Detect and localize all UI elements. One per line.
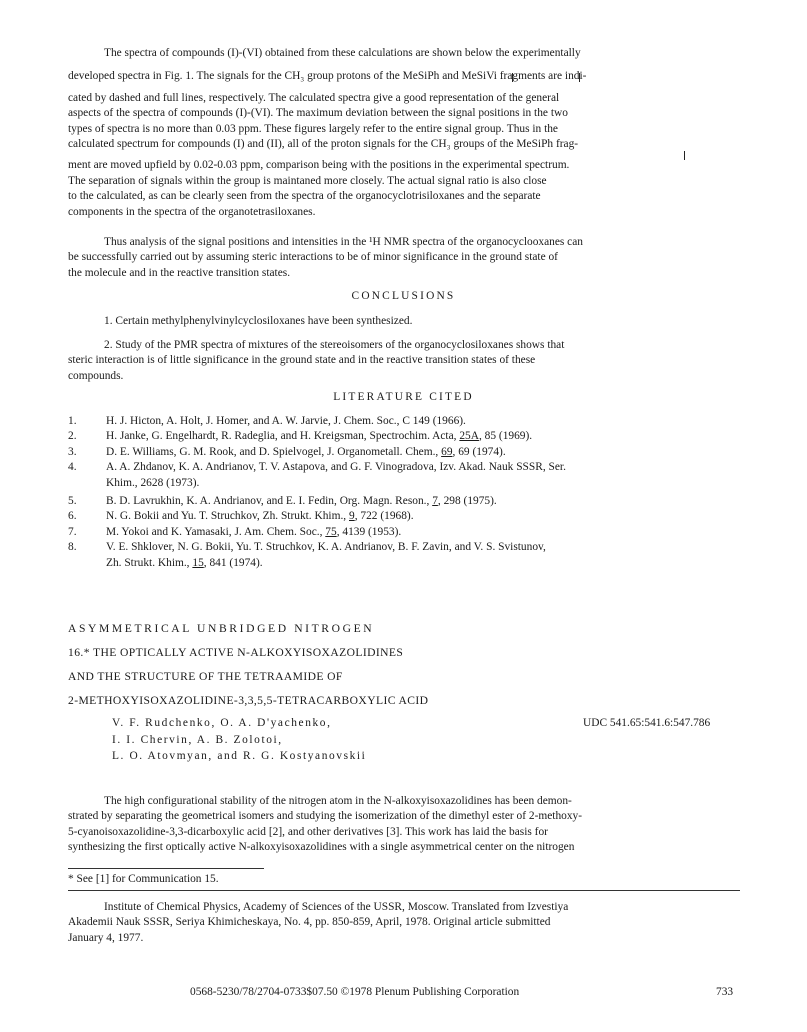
article-title-line: 2-METHOXYISOXAZOLIDINE-3,3,5,5-TETRACARBOXYLIC ACID	[68, 694, 429, 707]
conclusions-heading: CONCLUSIONS	[351, 290, 456, 302]
article-title-line: AND THE STRUCTURE OF THE TETRAAMIDE OF	[68, 670, 343, 683]
conclusion-1: 1. Certain methylphenylvinylcyclosiloxanes have been synthesized.	[104, 315, 413, 327]
reference-item: 1. H. J. Hicton, A. Holt, J. Homer, and A. W. Jarvie, J. Chem. Soc., C 149 (1966).	[68, 415, 466, 427]
footnote: * See [1] for Communication 15.	[68, 873, 219, 885]
publisher-line: 0568-5230/78/2704-0733$07.50 ©1978 Plenum Publishing Corporation	[190, 986, 520, 998]
literature-cited-heading: LITERATURE CITED	[333, 391, 474, 403]
reference-list	[68, 414, 748, 571]
series-title: ASYMMETRICAL UNBRIDGED NITROGEN	[68, 622, 375, 635]
conclusion-2: 2. Study of the PMR spectra of mixtures of the stereoisomers of the organocyclosiloxanes shows that steric interaction is of little significance in the ground state and in the reactive transition states of these compounds.	[68, 339, 565, 382]
article-title-line: 16.* THE OPTICALLY ACTIVE N-ALKOXYISOXAZOLIDINES	[68, 646, 404, 659]
reference-item: 2. H. Janke, G. Engelhardt, R. Radeglia, and H. Kreigsman, Spectrochim. Acta, 25A, 85 (1969).	[68, 430, 533, 443]
paragraph-nmr-analysis: Thus analysis of the signal positions and intensities in the ¹H NMR spectra of the organocyclooxanes can be successfully carried out by assuming steric interactions to be of minor significance in the ground state of the molecule and in the reactive transition states.	[68, 236, 583, 279]
footnote-rule	[68, 868, 264, 869]
reference-item: 3. D. E. Williams, G. M. Rook, and D. Spielvogel, J. Organometall. Chem., 69, 69 (1974).	[68, 445, 506, 458]
si-bond-mark	[579, 73, 580, 82]
page-number: 733	[716, 986, 734, 998]
institute-note: Institute of Chemical Physics, Academy of Sciences of the USSR, Moscow. Translated from Izvestiya Akademii Nauk SSSR, Seriya Khimicheskaya, No. 4, pp. 850-859, April, 1978. Original article submitted January 4, 1977.	[68, 901, 569, 944]
paragraph-introduction: The high configurational stability of the nitrogen atom in the N-alkoxyisoxazolidines has been demon- strated by separating the geometrical isomers and studying the isomerization of the dimethyl ester of 2-methoxy- 5-cyanoisoxazolidine-3,3-dicarboxylic acid [2], and other derivatives [3]. This work has laid the basis for synthesizing the first optically active N-alkoxyisoxazolidines with a single asymmetrical center on the nitrogen	[68, 795, 583, 854]
reference-item: 4. A. A. Zhdanov, K. A. Andrianov, T. V. Astapova, and G. F. Vinogradova, Izv. Akad. Nauk SSSR, Ser. Khim., 2628 (1973).	[68, 461, 566, 489]
paragraph-spectra-discussion: The spectra of compounds (I)-(VI) obtained from these calculations are shown below the experimentally developed spectra in Fig. 1. The signals for the CH₃ group protons of the MeSiPh and MeSiVi fragments are indi- cated by dashed and full lines, respectively. The calculated spectra give a good representation of the general aspects of the spectra of compounds (I)-(VI). The maximum deviation between the signal positions in the two types of spectra is no more than 0.03 ppm. These figures largely refer to the entire signal group. Thus in the calculated spectrum for compounds (I) and (II), all of the proton signals for the CH₃ groups of the MeSiPh frag- ment are moved upfield by 0.02-0.03 ppm, comparison being with the positions in the experimental spectrum. The separation of signals within the group is maintaned more closely. The actual signal ratio is also close to the calculated, as can be clearly seen from the spectra of the organocyclotrisiloxanes and the separate components in the spectra of the organotetrasiloxanes.	[68, 47, 587, 218]
reference-item: 6. N. G. Bokii and Yu. T. Struchkov, Zh. Strukt. Khim., 9, 722 (1968).	[68, 510, 414, 523]
reference-item: 5. B. D. Lavrukhin, K. A. Andrianov, and E. I. Fedin, Org. Magn. Reson., 7, 298 (1975).	[68, 495, 497, 508]
si-bond-mark	[684, 151, 685, 160]
udc-code: UDC 541.65:541.6:547.786	[583, 717, 711, 729]
reference-item: 7. M. Yokoi and K. Yamasaki, J. Am. Chem. Soc., 75, 4139 (1953).	[68, 525, 402, 538]
footnote-separator	[68, 890, 740, 891]
author-list: V. F. Rudchenko, O. A. D'yachenko, I. I. Chervin, A. B. Zolotoi, L. O. Atovmyan, and R. G. Kostyanovskii	[112, 717, 367, 762]
reference-item: 8. V. E. Shklover, N. G. Bokii, Yu. T. Struchkov, K. A. Andrianov, B. F. Zavin, and V. S. Svistunov, Zh. Strukt. Khim., 15, 841 (1974).	[68, 541, 546, 569]
si-bond-mark	[512, 73, 513, 82]
